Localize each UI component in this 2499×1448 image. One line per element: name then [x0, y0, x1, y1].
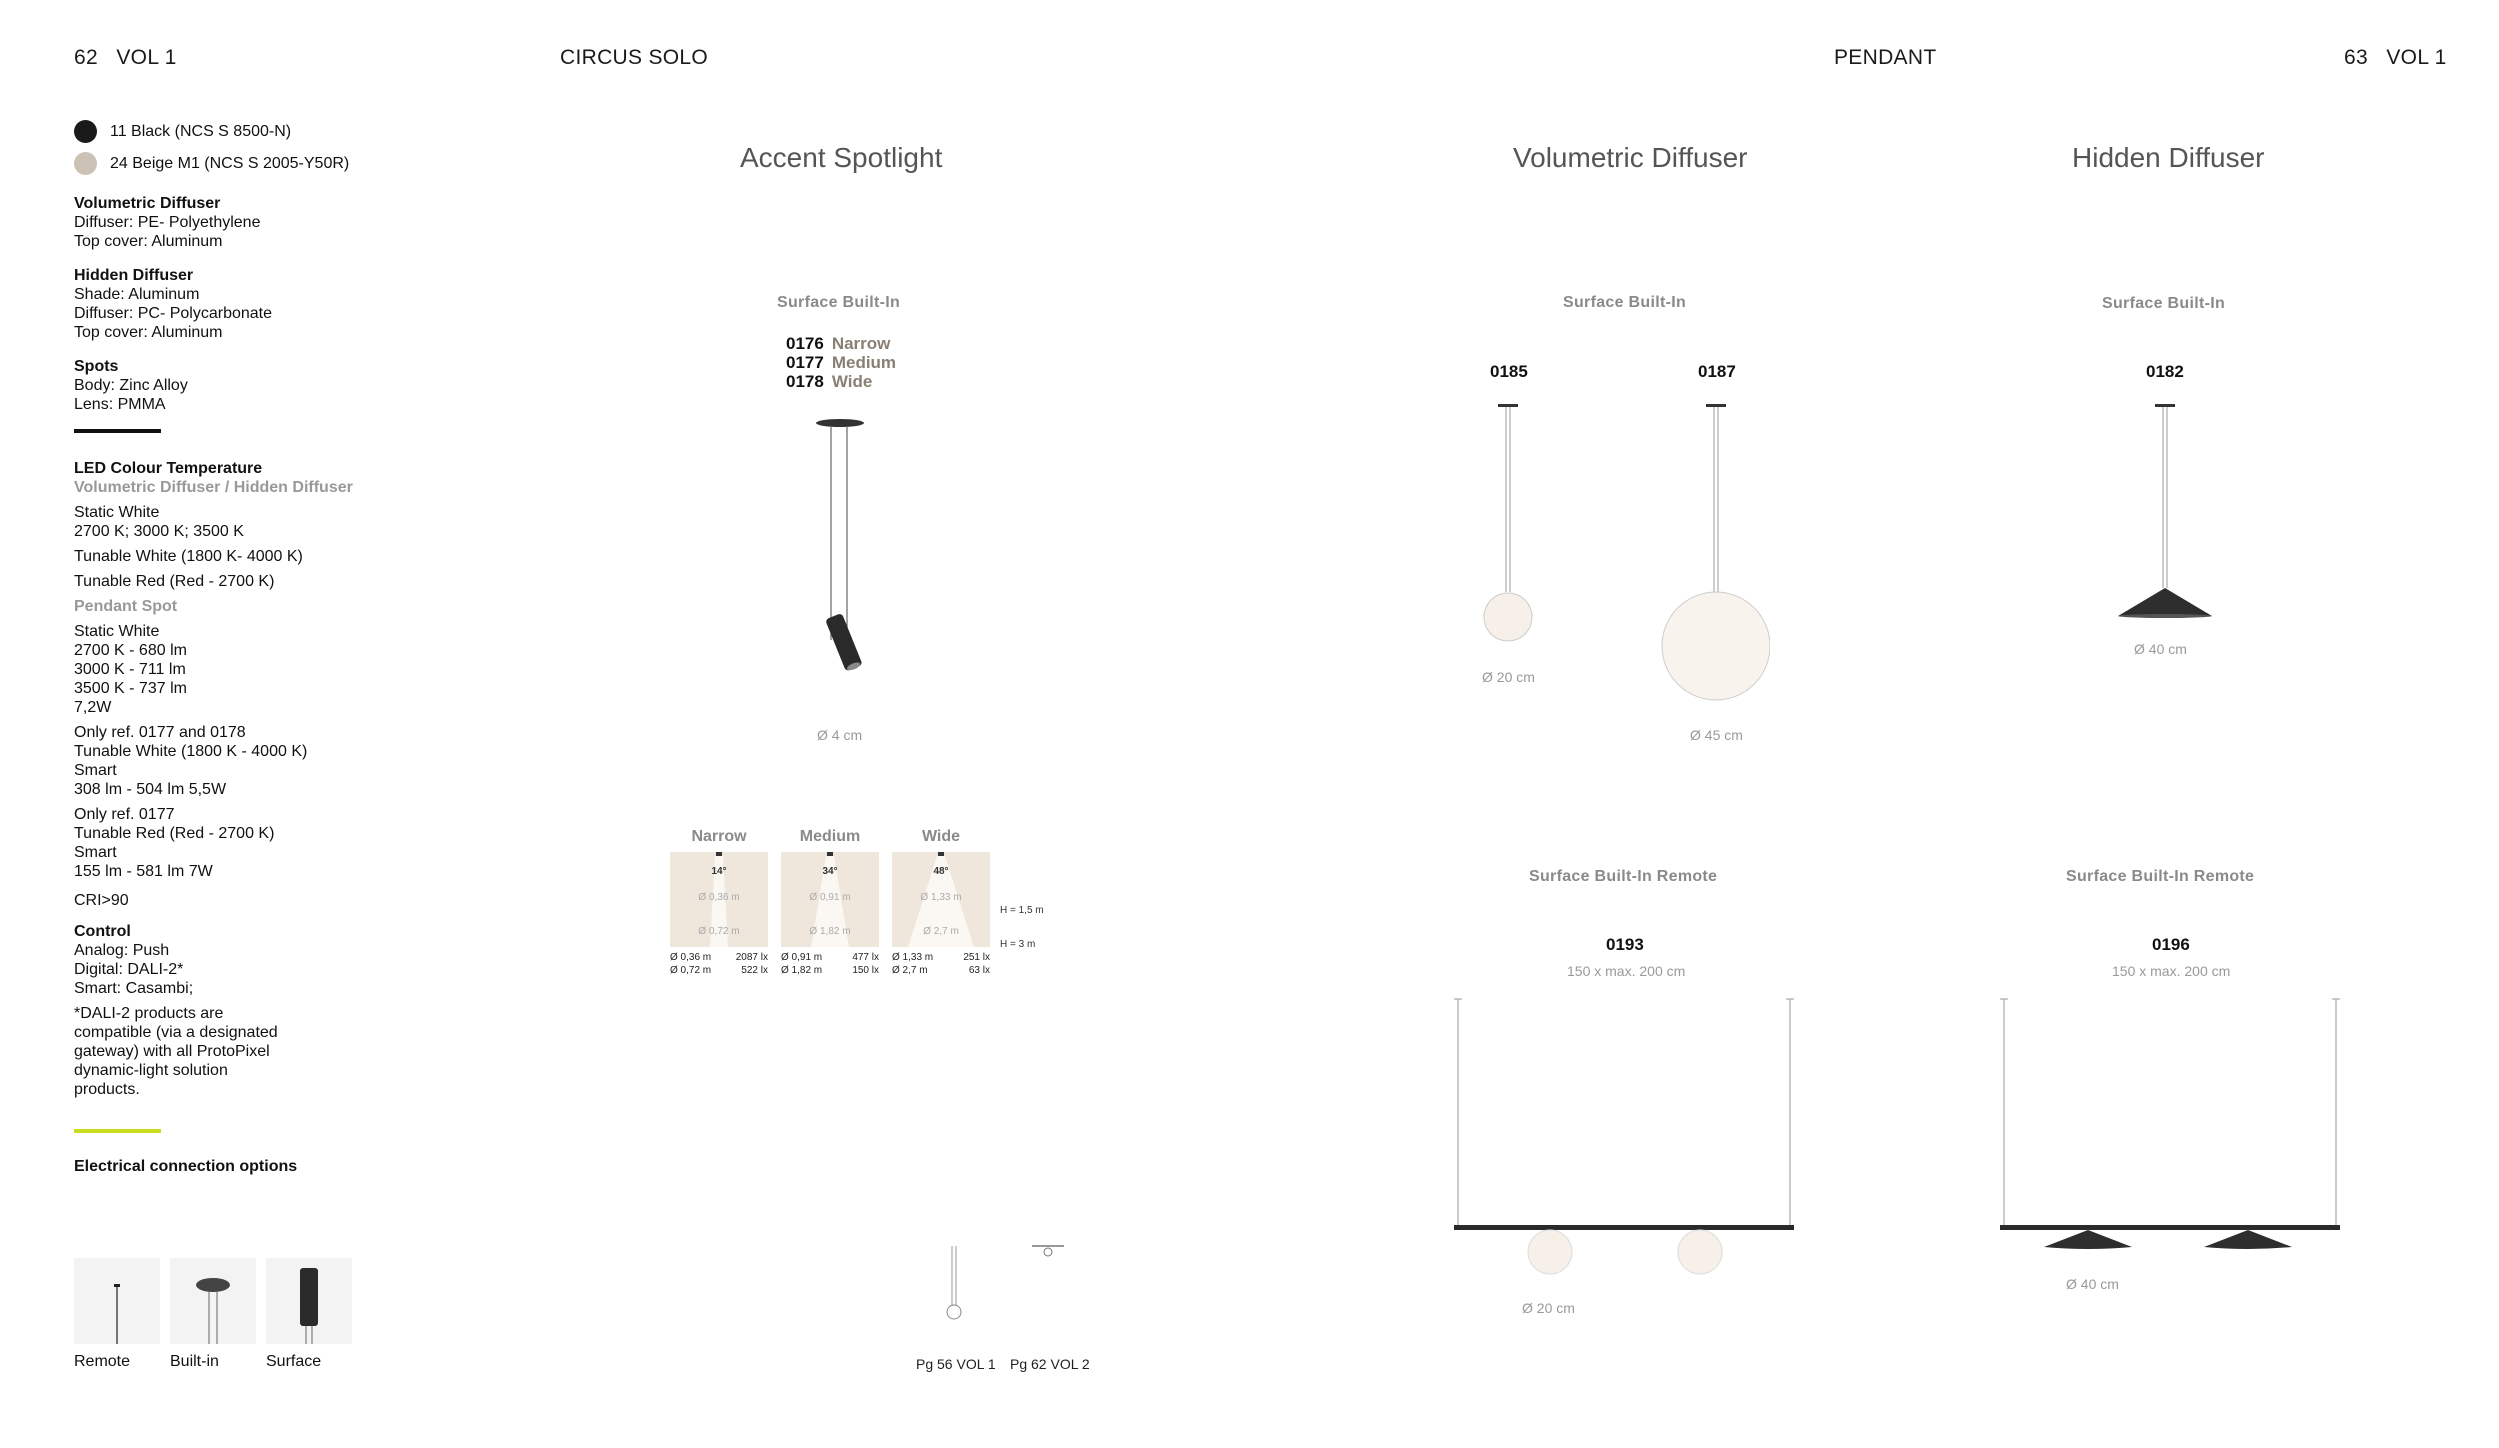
beam-table — [781, 951, 879, 977]
volumetric-code-small: 0185 — [1490, 362, 1528, 381]
volumetric-drawings — [1470, 400, 1770, 710]
volumetric-dim-small: Ø 20 cm — [1482, 669, 1535, 685]
right-page-number: 63 — [2344, 46, 2368, 69]
beam-lux: 522 lx — [741, 965, 768, 976]
beam-angle: 48° — [933, 866, 949, 877]
remote-thumbnail — [74, 1258, 160, 1344]
beam-lux: 251 lx — [963, 952, 990, 963]
led-line: 2700 K - 680 lm — [74, 642, 187, 659]
variant-label: Narrow — [831, 334, 891, 353]
builtin-pendant-icon — [170, 1258, 256, 1344]
volumetric-code-large: 0187 — [1698, 362, 1736, 381]
linear-0196-drawing — [1996, 995, 2356, 1295]
builtin-thumbnail — [170, 1258, 256, 1344]
led-line: Tunable Red (Red - 2700 K) — [74, 825, 275, 842]
beam-box — [892, 852, 990, 947]
accent-spotlight-title: Accent Spotlight — [740, 142, 943, 173]
material-title: Spots — [74, 358, 119, 375]
led-line: 7,2W — [74, 699, 112, 716]
hidden-diffuser-drawing — [2110, 400, 2220, 620]
right-page-header — [2344, 46, 2447, 70]
height-2: H = 3 m — [1000, 939, 1036, 950]
led-line: Only ref. 0177 — [74, 806, 175, 823]
beam-diameter: Ø 1,82 m — [809, 926, 851, 937]
surface-thumbnail — [266, 1258, 352, 1344]
control-note: gateway) with all ProtoPixel — [74, 1043, 270, 1060]
specs-column — [74, 120, 394, 1176]
material-spots — [74, 357, 394, 414]
beam-r: Ø 1,33 m — [892, 952, 934, 963]
color-option-beige — [74, 152, 394, 174]
right-volume: VOL 1 — [2386, 46, 2447, 69]
ref-pendant-icon — [940, 1240, 970, 1324]
variant-label: Medium — [831, 353, 897, 372]
option-builtin: Built-in — [170, 1353, 219, 1370]
linear-0193-drawing — [1450, 995, 1810, 1295]
control-note: compatible (via a designated — [74, 1024, 278, 1041]
beam-diameter: Ø 2,7 m — [923, 926, 959, 937]
code-row — [786, 353, 896, 372]
ref-page-1: Pg 56 VOL 1 — [916, 1356, 996, 1372]
beam-diameter: Ø 0,91 m — [809, 892, 851, 903]
material-title: Hidden Diffuser — [74, 267, 194, 284]
beam-medium — [781, 828, 879, 977]
material-title: Volumetric Diffuser — [74, 195, 221, 212]
beam-box — [781, 852, 879, 947]
remote-pendant-icon — [74, 1258, 160, 1344]
beam-diameter: Ø 0,72 m — [698, 926, 740, 937]
led-line: 308 lm - 504 lm 5,5W — [74, 781, 227, 798]
material-hidden — [74, 266, 394, 342]
beam-lux: 2087 lx — [735, 952, 768, 963]
led-line: Static White — [74, 504, 160, 521]
led-subtitle: Volumetric Diffuser / Hidden Diffuser — [74, 479, 353, 496]
hidden-dimension: Ø 40 cm — [2134, 641, 2187, 657]
beam-diameter: Ø 0,36 m — [698, 892, 740, 903]
led-line: 3500 K - 737 lm — [74, 680, 187, 697]
beam-lux: 477 lx — [852, 952, 879, 963]
beam-wide — [892, 828, 990, 977]
divider-black — [74, 429, 161, 433]
height-1: H = 1,5 m — [1000, 905, 1044, 916]
beam-label: Narrow — [691, 828, 747, 845]
accent-dimension: Ø 4 cm — [817, 727, 863, 743]
beam-box — [670, 852, 768, 947]
code-row — [786, 372, 896, 391]
accent-mount-options: Surface Built-In — [777, 294, 901, 311]
beam-diagrams — [670, 828, 990, 998]
volumetric-mount-options: Surface Built-In — [1563, 294, 1687, 311]
led-title: LED Colour Temperature — [74, 460, 263, 477]
cri-value: CRI>90 — [74, 892, 129, 909]
product-code: 0177 — [786, 353, 824, 372]
ref-spot-icon — [1028, 1240, 1068, 1264]
volumetric-dim-large: Ø 45 cm — [1690, 727, 1743, 743]
control-note: *DALI-2 products are — [74, 1005, 224, 1022]
beam-table — [892, 951, 990, 977]
linear-0196-dimension: Ø 40 cm — [2066, 1276, 2119, 1292]
led-line: Tunable Red (Red - 2700 K) — [74, 573, 275, 590]
left-page-number: 62 — [74, 46, 98, 69]
volumetric-title: Volumetric Diffuser — [1513, 142, 1748, 173]
led-line: Static White — [74, 623, 160, 640]
beam-lux: 150 lx — [852, 965, 879, 976]
led-line: Tunable White (1800 K - 4000 K) — [74, 743, 308, 760]
beam-r: Ø 0,72 m — [670, 965, 712, 976]
material-line: Shade: Aluminum — [74, 286, 200, 303]
linear-0193-dimension: Ø 20 cm — [1522, 1300, 1575, 1316]
ref-page-2: Pg 62 VOL 2 — [1010, 1356, 1090, 1372]
beam-label: Wide — [921, 828, 961, 845]
linear-0196-mount-options: Surface Built-In Remote — [2066, 868, 2255, 885]
linear-0193-mount-options: Surface Built-In Remote — [1529, 868, 1718, 885]
family-title: CIRCUS SOLO — [560, 46, 708, 69]
led-line: Tunable White (1800 K- 4000 K) — [74, 548, 303, 565]
led-line: Smart — [74, 762, 117, 779]
left-page-header — [74, 46, 177, 70]
electrical-title: Electrical connection options — [74, 1158, 298, 1175]
material-volumetric — [74, 194, 394, 251]
control-line: Analog: Push — [74, 942, 170, 959]
beam-angle: 34° — [822, 866, 838, 877]
beam-r: Ø 1,82 m — [781, 965, 823, 976]
led-line: 155 lm - 581 lm 7W — [74, 863, 213, 880]
hidden-code: 0182 — [2146, 362, 2184, 381]
beam-lux: 63 lx — [968, 965, 990, 976]
black-swatch-icon — [74, 120, 97, 143]
led-line: 3000 K - 711 lm — [74, 661, 186, 678]
control-title: Control — [74, 923, 131, 940]
control-line: Digital: DALI-2* — [74, 961, 184, 978]
left-volume: VOL 1 — [116, 46, 177, 69]
hidden-diffuser-title: Hidden Diffuser — [2072, 142, 2265, 173]
color-label: 11 Black (NCS S 8500-N) — [110, 122, 292, 140]
material-line: Body: Zinc Alloy — [74, 377, 188, 394]
beam-label: Medium — [799, 828, 861, 845]
beam-table — [670, 951, 768, 977]
linear-0193-size: 150 x max. 200 cm — [1567, 963, 1686, 979]
option-surface: Surface — [266, 1353, 322, 1370]
accent-codes — [786, 334, 896, 391]
beam-diameter: Ø 1,33 m — [920, 892, 962, 903]
beam-r: Ø 0,91 m — [781, 952, 823, 963]
variant-label: Wide — [831, 372, 873, 391]
led-line: Smart — [74, 844, 117, 861]
led-subtitle: Pendant Spot — [74, 598, 178, 615]
material-line: Diffuser: PC- Polycarbonate — [74, 305, 273, 322]
material-line: Diffuser: PE- Polyethylene — [74, 214, 261, 231]
beam-r: Ø 0,36 m — [670, 952, 712, 963]
led-line: Only ref. 0177 and 0178 — [74, 724, 246, 741]
color-option-black — [74, 120, 394, 142]
product-code: 0176 — [786, 334, 824, 353]
code-row — [786, 334, 896, 353]
material-line: Top cover: Aluminum — [74, 324, 223, 341]
material-line: Lens: PMMA — [74, 396, 166, 413]
beam-angle: 14° — [711, 866, 727, 877]
led-line: 2700 K; 3000 K; 3500 K — [74, 523, 244, 540]
control-note: products. — [74, 1081, 140, 1098]
beige-swatch-icon — [74, 152, 97, 175]
beam-narrow — [670, 828, 768, 977]
material-line: Top cover: Aluminum — [74, 233, 223, 250]
hidden-mount-options: Surface Built-In — [2102, 295, 2226, 312]
linear-0193-code: 0193 — [1606, 935, 1644, 954]
linear-0196-size: 150 x max. 200 cm — [2112, 963, 2231, 979]
divider-lime — [74, 1129, 161, 1133]
linear-0196-code: 0196 — [2152, 935, 2190, 954]
surface-pendant-icon — [266, 1258, 352, 1344]
beam-r: Ø 2,7 m — [892, 965, 928, 976]
accent-spotlight-drawing — [800, 410, 900, 690]
color-label: 24 Beige M1 (NCS S 2005-Y50R) — [110, 154, 350, 172]
category-title: PENDANT — [1834, 46, 1937, 69]
option-remote: Remote — [74, 1353, 131, 1370]
product-code: 0178 — [786, 372, 824, 391]
control-note: dynamic-light solution — [74, 1062, 228, 1079]
control-line: Smart: Casambi; — [74, 980, 194, 997]
